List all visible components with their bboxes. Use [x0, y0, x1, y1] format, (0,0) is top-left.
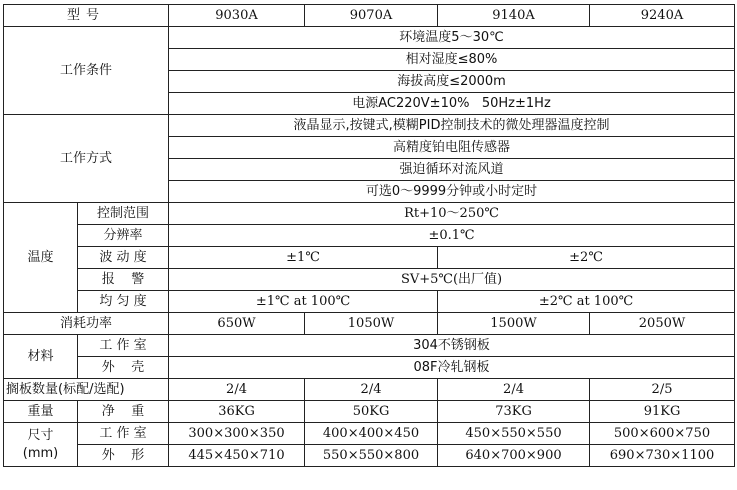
weight-value: 50KG — [305, 401, 438, 423]
working-mode-label: 工作方式 — [4, 115, 169, 203]
weight-row — [4, 401, 735, 423]
controller-description: 液晶显示,按键式,模糊PID控制技术的微处理器温度控制 — [169, 115, 735, 137]
spec-table — [3, 4, 735, 467]
model-9030a: 9030A — [169, 5, 305, 27]
temperature-label: 温度 — [4, 203, 78, 313]
uniformity-value-large: ±2℃ at 100℃ — [438, 291, 735, 313]
chamber-size-value: 500×600×750 — [590, 423, 735, 445]
fluctuation-value-large: ±2℃ — [438, 247, 735, 269]
outer-size-value: 445×450×710 — [169, 445, 305, 467]
relative-humidity: 相对湿度≤80% — [169, 49, 735, 71]
fluctuation-label: 波 动 度 — [78, 247, 169, 269]
weight-value: 91KG — [590, 401, 735, 423]
size-label-line1: 尺寸 — [27, 427, 54, 443]
outer-size-value: 690×730×1100 — [590, 445, 735, 467]
size-row — [4, 445, 735, 467]
uniformity-label: 均 匀 度 — [78, 291, 169, 313]
working-conditions-label: 工作条件 — [4, 27, 169, 115]
outer-size-value: 550×550×800 — [305, 445, 438, 467]
power-value: 650W — [169, 313, 305, 335]
size-label — [4, 423, 78, 467]
header-row — [4, 5, 735, 27]
power-label: 消耗功率 — [4, 313, 169, 335]
size-row — [4, 423, 735, 445]
fluctuation-value-small: ±1℃ — [169, 247, 438, 269]
temperature-row — [4, 291, 735, 313]
shelves-label: 搁板数量(标配/选配) — [4, 379, 169, 401]
sensor-description: 高精度铂电阻传感器 — [169, 137, 735, 159]
shelves-value: 2/4 — [169, 379, 305, 401]
control-range-value: Rt+10～250℃ — [169, 203, 735, 225]
timer-description: 可选0～9999分钟或小时定时 — [169, 181, 735, 203]
shell-material-label: 外 壳 — [78, 357, 169, 379]
chamber-material-label: 工 作 室 — [78, 335, 169, 357]
net-weight-label: 净 重 — [78, 401, 169, 423]
weight-label: 重量 — [4, 401, 78, 423]
altitude: 海拔高度≤2000m — [169, 71, 735, 93]
working-mode-row — [4, 115, 735, 137]
outer-size-label: 外 形 — [78, 445, 169, 467]
model-9070a: 9070A — [305, 5, 438, 27]
material-label: 材料 — [4, 335, 78, 379]
resolution-label: 分辨率 — [78, 225, 169, 247]
control-range-label: 控制范围 — [78, 203, 169, 225]
resolution-value: ±0.1℃ — [169, 225, 735, 247]
power-supply: 电源AC220V±10% 50Hz±1Hz — [169, 93, 735, 115]
shelves-value: 2/4 — [305, 379, 438, 401]
model-9140a: 9140A — [438, 5, 590, 27]
model-label: 型号 — [4, 5, 169, 27]
temperature-row — [4, 203, 735, 225]
working-conditions-row — [4, 27, 735, 49]
power-value: 1050W — [305, 313, 438, 335]
temperature-row — [4, 269, 735, 291]
size-label-line2: (mm) — [22, 445, 59, 461]
power-row — [4, 313, 735, 335]
power-value: 2050W — [590, 313, 735, 335]
chamber-size-value: 300×300×350 — [169, 423, 305, 445]
alarm-label: 报 警 — [78, 269, 169, 291]
chamber-size-value: 450×550×550 — [438, 423, 590, 445]
weight-value: 36KG — [169, 401, 305, 423]
temperature-row — [4, 247, 735, 269]
outer-size-value: 640×700×900 — [438, 445, 590, 467]
power-value: 1500W — [438, 313, 590, 335]
chamber-size-value: 400×400×450 — [305, 423, 438, 445]
shelves-value: 2/4 — [438, 379, 590, 401]
ambient-temperature: 环境温度5～30℃ — [169, 27, 735, 49]
material-row — [4, 335, 735, 357]
shell-material-value: 08F冷轧钢板 — [169, 357, 735, 379]
uniformity-value-small: ±1℃ at 100℃ — [169, 291, 438, 313]
model-9240a: 9240A — [590, 5, 735, 27]
alarm-value: SV+5℃(出厂值) — [169, 269, 735, 291]
material-row — [4, 357, 735, 379]
chamber-material-value: 304不锈钢板 — [169, 335, 735, 357]
shelves-row — [4, 379, 735, 401]
temperature-row — [4, 225, 735, 247]
shelves-value: 2/5 — [590, 379, 735, 401]
weight-value: 73KG — [438, 401, 590, 423]
chamber-size-label: 工 作 室 — [78, 423, 169, 445]
airflow-description: 强迫循环对流风道 — [169, 159, 735, 181]
